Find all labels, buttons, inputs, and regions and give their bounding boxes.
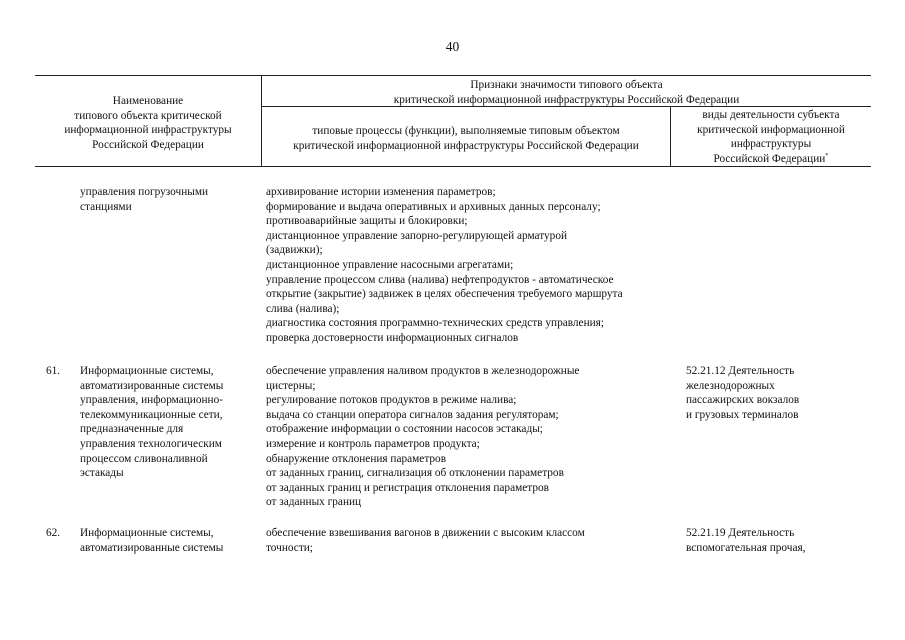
row-activities: 52.21.19 Деятельность вспомогательная прочая, [686, 527, 806, 554]
row-processes: обеспечение управления наливом продуктов в железнодорожные цистерны; регулирование потоков продуктов в режиме налива; выдача со станции оператора сигналов задания регуляторам; отображение информации о состоянии насосов эстакады; измерение и контроль параметров продукта; обнаружение отклонения параметров от заданных границ, сигнализация об отклонении параметров от заданных границ и регистрация отклонения параметров от заданных границ [266, 365, 580, 509]
row-processes: архивирование истории изменения параметров; формирование и выдача оперативных и архивных данных персоналу; противоаварийные защиты и блокировки; дистанционное управление запорно-регулирующей арматурой (задвижки); дистанционное управление насосными агрегатами; управление процессом слива (налива) нефтепродуктов - автоматическое открытие (закрытие) задвижек в целях обеспечения требуемого маршрута слива (налива); диагностика состояния программно-технических средств управления; проверка достоверности информационных сигналов [266, 186, 623, 344]
header-divider-name [261, 76, 262, 166]
row-number: 61. [46, 365, 61, 377]
page-number: 40 [445, 39, 460, 54]
row-activities: 52.21.12 Деятельность железнодорожных пассажирских вокзалов и грузовых терминалов [686, 365, 800, 421]
footnote-mark: * [825, 152, 829, 160]
header-col-activities [672, 108, 870, 166]
header-col-processes: типовые процессы (функции), выполняемые типовым объектом критической информационной инфраструктуры Российской Федерации [293, 125, 639, 152]
header-col-group: Признаки значимости типового объекта критической информационной инфраструктуры Российской Федерации [393, 79, 740, 106]
header-col-activities-text: виды деятельности субъекта критической информационной инфраструктуры Российской Федерации [697, 109, 845, 165]
row-number: 62. [46, 527, 61, 539]
row-processes: обеспечение взвешивания вагонов в движении с высоким классом точности; [266, 527, 585, 554]
header-top-rule [35, 75, 871, 76]
header-col-name: Наименование типового объекта критической информационной инфраструктуры Российской Федерации [64, 95, 232, 151]
row-name: Информационные системы, автоматизированные системы управления, информационно- телекоммуникационные сети, предназначенные для управления технологическим процессом сливоналивной эстакады [80, 365, 224, 480]
header-divider-activities [670, 107, 671, 166]
row-name: Информационные системы, автоматизированные системы [80, 527, 224, 554]
row-name: управления погрузочными станциями [80, 186, 209, 213]
